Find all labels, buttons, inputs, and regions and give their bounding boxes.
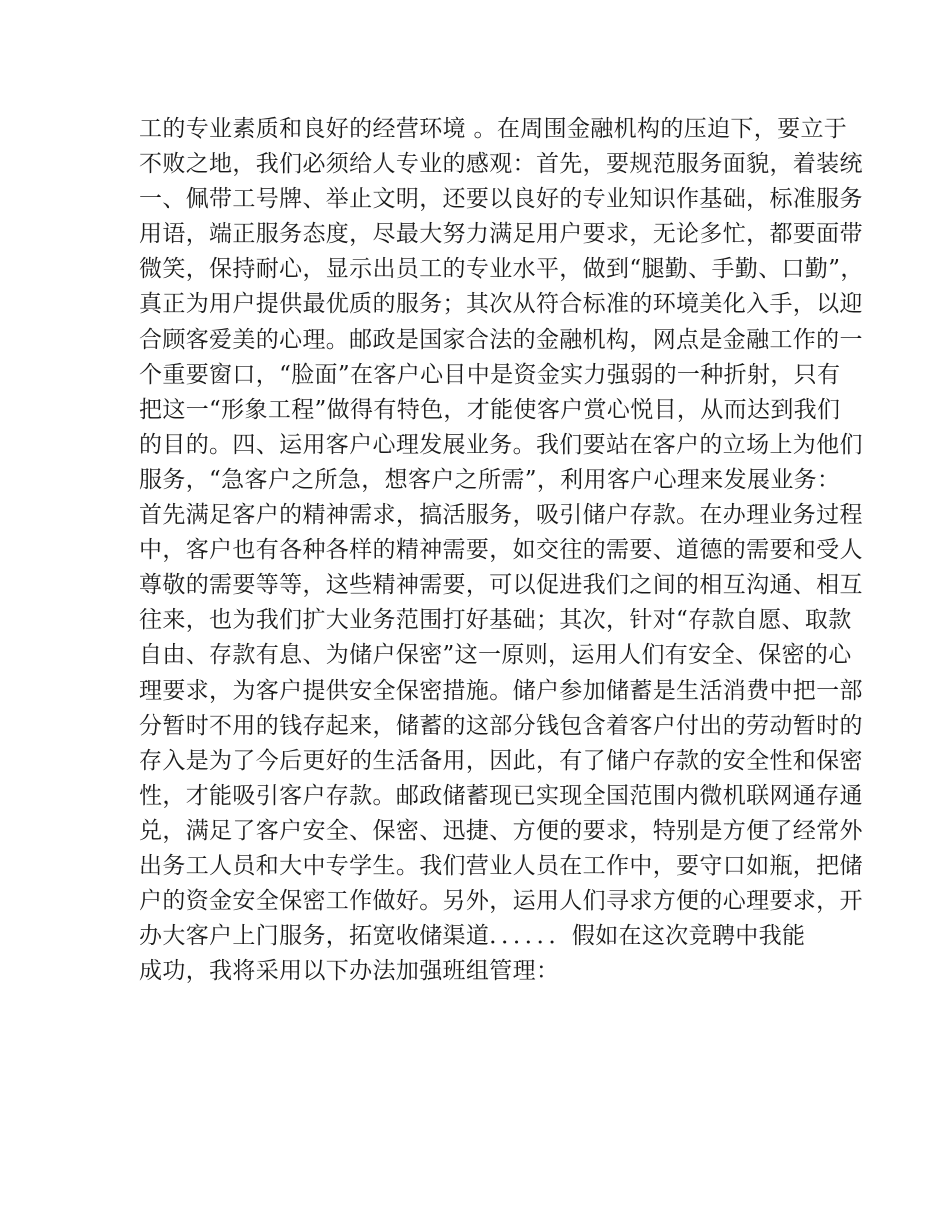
text-line: 出务工人员和大中专学生。我们营业人员在工作中，要守口如瓶，把储 [139, 852, 863, 879]
text-line: 中，客户也有各种各样的精神需要，如交往的需要、道德的需要和受人 [139, 537, 863, 564]
text-line: 理要求，为客户提供安全保密措施。储户参加储蓄是生活消费中把一部 [139, 677, 863, 704]
text-line: 性，才能吸引客户存款。邮政储蓄现已实现全国范围内微机联网通存通 [139, 782, 863, 809]
text-line: 的目的。四、运用客户心理发展业务。我们要站在客户的立场上为他们 [139, 431, 863, 458]
text-line: 微笑，保持耐心，显示出员工的专业水平，做到“腿勤、手勤、口勤”， [139, 256, 864, 283]
text-line: 不败之地，我们必须给人专业的感观：首先，要规范服务面貌，着装统 [139, 151, 863, 178]
text-line: 户的资金安全保密工作做好。另外，运用人们寻求方便的心理要求，开 [139, 888, 863, 915]
text-line: 往来，也为我们扩大业务范围打好基础；其次，针对“存款自愿、取款 [139, 607, 852, 634]
text-line: 办大客户上门服务，拓宽收储渠道．．．．．．假如在这次竞聘中我能 [139, 923, 806, 950]
text-line: 真正为用户提供最优质的服务；其次从符合标准的环境美化入手，以迎 [139, 291, 863, 318]
text-line: 尊敬的需要等等，这些精神需要，可以促进我们之间的相互沟通、相互 [139, 572, 863, 599]
text-line: 分暂时不用的钱存起来，储蓄的这部分钱包含着客户付出的劳动暂时的 [139, 712, 863, 739]
text-line: 成功，我将采用以下办法加强班组管理： [139, 958, 560, 985]
text-line: 把这一“形象工程”做得有特色，才能使客户赏心悦目，从而达到我们 [139, 396, 841, 423]
text-line: 服务，“急客户之所急，想客户之所需”，利用客户心理来发展业务： [139, 466, 841, 493]
text-line: 兑，满足了客户安全、保密、迅捷、方便的要求，特别是方便了经常外 [139, 817, 863, 844]
text-line: 自由、存款有息、为储户保密”这一原则，运用人们有安全、保密的心 [139, 642, 852, 669]
text-line: 首先满足客户的精神需求，搞活服务，吸引储户存款。在办理业务过程 [139, 502, 863, 529]
text-line: 用语，端正服务态度，尽最大努力满足用户要求，无论多忙，都要面带 [139, 221, 863, 248]
text-line: 个重要窗口，“脸面”在客户心目中是资金实力强弱的一种折射，只有 [139, 361, 841, 388]
text-line: 存入是为了今后更好的生活备用，因此，有了储户存款的安全性和保密 [139, 747, 863, 774]
text-line: 合顾客爱美的心理。邮政是国家合法的金融机构，网点是金融工作的一 [139, 326, 863, 353]
body-paragraph [139, 112, 864, 989]
text-line: 一、佩带工号牌、举止文明，还要以良好的专业知识作基础，标准服务 [139, 186, 863, 213]
text-line: 工的专业素质和良好的经营环境 。在周围金融机构的压迫下，要立于 [139, 116, 848, 142]
